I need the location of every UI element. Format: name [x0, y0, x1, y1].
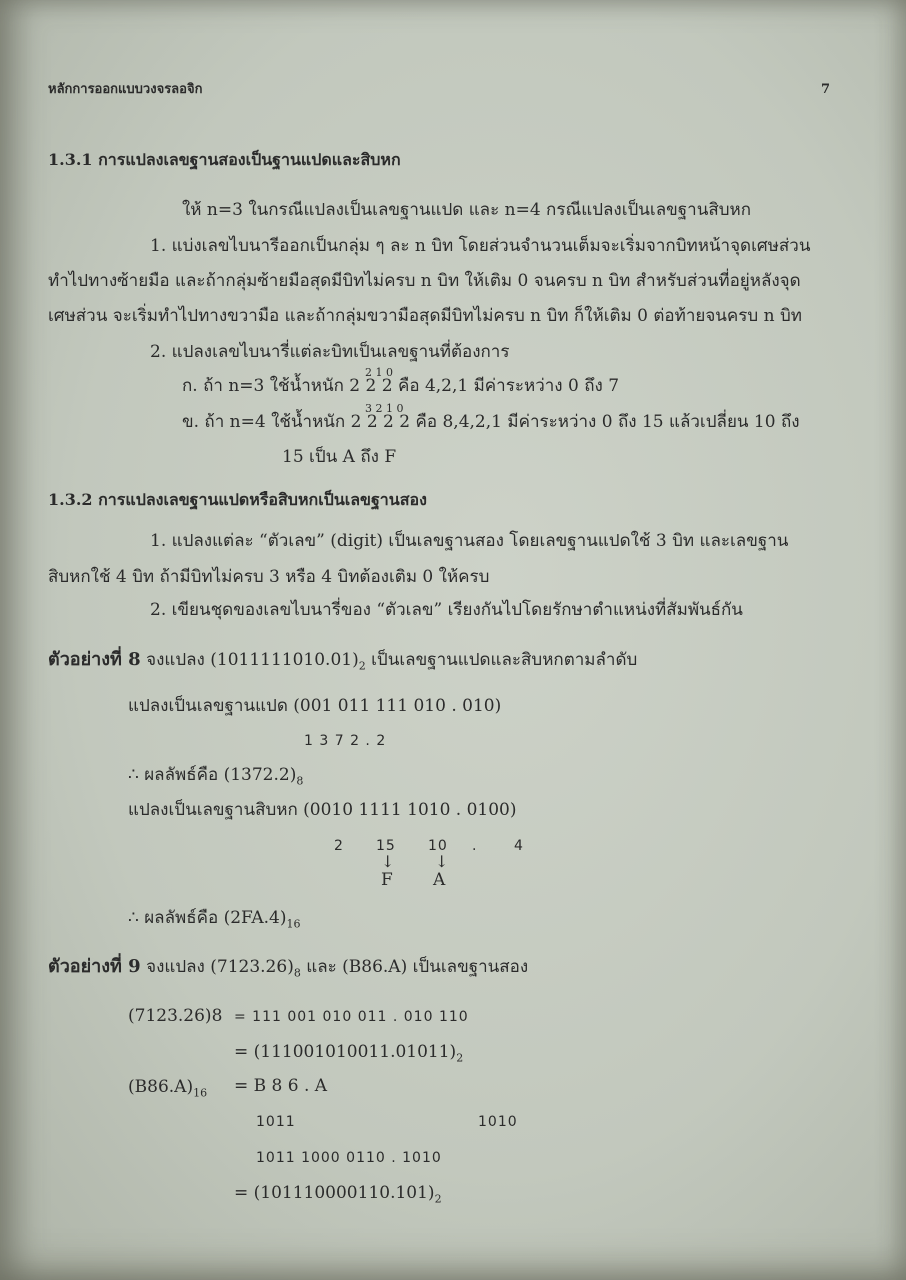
section-131-step1-line1: 1. แบ่งเลขไบนารีออกเป็นกลุ่ม ๆ ละ n บิท โดยส่วนจำนวนเต็มจะเริ่มจากบิทหน้าจุดเศษส่วน [150, 236, 811, 256]
example8-text: จงแปลง (1011111010.01) [146, 650, 359, 670]
example9-text2: เป็นเลขฐานสอง [412, 957, 529, 977]
section-131-step2b [182, 412, 800, 432]
step2a-exponents: 2 1 0 [365, 366, 393, 379]
example9-r3-lhs [128, 1077, 207, 1103]
example8-text2: เป็นเลขฐานแปดและสิบหกตามลำดับ [371, 650, 638, 670]
hex-digit-15: 15 [376, 838, 396, 854]
example8-label: ตัวอย่างที่ 8 [48, 649, 141, 670]
example9-r3-rhs: = B 8 6 . A [234, 1076, 328, 1096]
section-132-step1-line2: สิบหกใช้ 4 บิท ถ้ามีบิทไม่ครบ 3 หรือ 4 บิทต้องเติม 0 ให้ครบ [48, 567, 490, 587]
example9-r4-b: 1010 [478, 1114, 518, 1130]
example9-r5: 1011 1000 0110 . 1010 [256, 1150, 442, 1166]
step2b-pre: ข. ถ้า n=4 ใช้น้ำหนัก 2 2 2 2 [182, 412, 411, 432]
hex-result-sub: 16 [286, 917, 301, 931]
example9-heading [48, 957, 528, 983]
example9-r1-lhs: (7123.26)8 [128, 1006, 223, 1026]
step2b-exponents: 3 2 1 0 [365, 402, 404, 415]
section-131-step2: 2. แปลงเลขไบนารี่แต่ละบิทเป็นเลขฐานที่ต้องการ [150, 342, 510, 362]
example9-label: ตัวอย่างที่ 9 [48, 956, 141, 977]
example9-text: จงแปลง (7123.26) [146, 957, 294, 977]
hex-letter-A: A [433, 870, 446, 890]
r3-lhs-text: (B86.A) [128, 1077, 194, 1097]
section-131-step2b-cont: 15 เป็น A ถึง F [282, 447, 397, 467]
down-arrow-icon: ↓ [435, 852, 449, 871]
down-arrow-icon: ↓ [381, 852, 395, 871]
section-131-title: 1.3.1 การแปลงเลขฐานสองเป็นฐานแปดและสิบหก [48, 150, 401, 169]
section-131-step1-line3: เศษส่วน จะเริ่มทำไปทางขวามือ และถ้ากลุ่มขวามือสุดมีบิทไม่ครบ n บิท ก็ให้เติม 0 ต่อท้ายจนครบ n บิท [48, 306, 802, 326]
oct-result-sub: 8 [296, 774, 304, 788]
example8-heading [48, 650, 637, 676]
section-131-step1-line2: ทำไปทางซ้ายมือ และถ้ากลุ่มซ้ายมือสุดมีบิทไม่ครบ n บิท ให้เติม 0 จนครบ n บิท สำหรับส่วนที่อยู่หลังจุด [48, 271, 801, 291]
r6-rhs: = (101110000110.101) [234, 1183, 435, 1203]
oct-result-text: ∴ ผลลัพธ์คือ (1372.2) [128, 765, 297, 785]
example8-hex-line: แปลงเป็นเลขฐานสิบหก (0010 1111 1010 . 0100) [128, 800, 517, 820]
example9-r1-rhs: = 111 001 010 011 . 010 110 [234, 1009, 469, 1025]
example9-text-mid: และ (B86.A) [306, 957, 408, 977]
hex-digit-4: 4 [514, 838, 524, 854]
running-title: หลักการออกแบบวงจรลอจิก [48, 82, 203, 97]
section-131-step2a [182, 376, 619, 396]
example8-hex-result [128, 908, 300, 934]
example8-sub: 2 [358, 659, 366, 673]
r6-sub: 2 [434, 1192, 442, 1206]
step2a-post: คือ 4,2,1 มีค่าระหว่าง 0 ถึง 7 [397, 376, 620, 396]
hex-letter-F: F [381, 870, 393, 890]
section-132-step2: 2. เขียนชุดของเลขไบนารี่ของ “ตัวเลข” เรียงกันไปโดยรักษาตำแหน่งที่สัมพันธ์กัน [150, 600, 743, 620]
hex-result-text: ∴ ผลลัพธ์คือ (2FA.4) [128, 908, 287, 928]
example8-oct-line: แปลงเป็นเลขฐานแปด (001 011 111 010 . 010) [128, 696, 502, 716]
hex-digit-10: 10 [428, 838, 448, 854]
step2a-pre: ก. ถ้า n=3 ใช้น้ำหนัก 2 2 2 [182, 376, 393, 396]
page-number: 7 [821, 82, 831, 97]
example9-sub1: 8 [293, 966, 301, 980]
hex-digit-2: 2 [334, 838, 344, 854]
section-132-title: 1.3.2 การแปลงเลขฐานแปดหรือสิบหกเป็นเลขฐานสอง [48, 490, 427, 509]
example9-r2 [234, 1042, 463, 1068]
example9-r6 [234, 1183, 442, 1209]
section-132-step1-line1: 1. แปลงแต่ละ “ตัวเลข” (digit) เป็นเลขฐานสอง โดยเลขฐานแปดใช้ 3 บิท และเลขฐาน [150, 531, 789, 551]
hex-digit-dot: . [472, 838, 478, 854]
r3-lhs-sub: 16 [193, 1086, 208, 1100]
r2-sub: 2 [456, 1051, 464, 1065]
r2-rhs: = (111001010011.01011) [234, 1042, 457, 1062]
example8-oct-digits: 1 3 7 2 . 2 [304, 733, 387, 749]
example9-r4-a: 1011 [256, 1114, 296, 1130]
example8-oct-result [128, 765, 303, 791]
step2b-post: คือ 8,4,2,1 มีค่าระหว่าง 0 ถึง 15 แล้วเปลี่ยน 10 ถึง [415, 412, 800, 432]
section-131-intro: ให้ n=3 ในกรณีแปลงเป็นเลขฐานแปด และ n=4 กรณีแปลงเป็นเลขฐานสิบหก [182, 200, 751, 220]
